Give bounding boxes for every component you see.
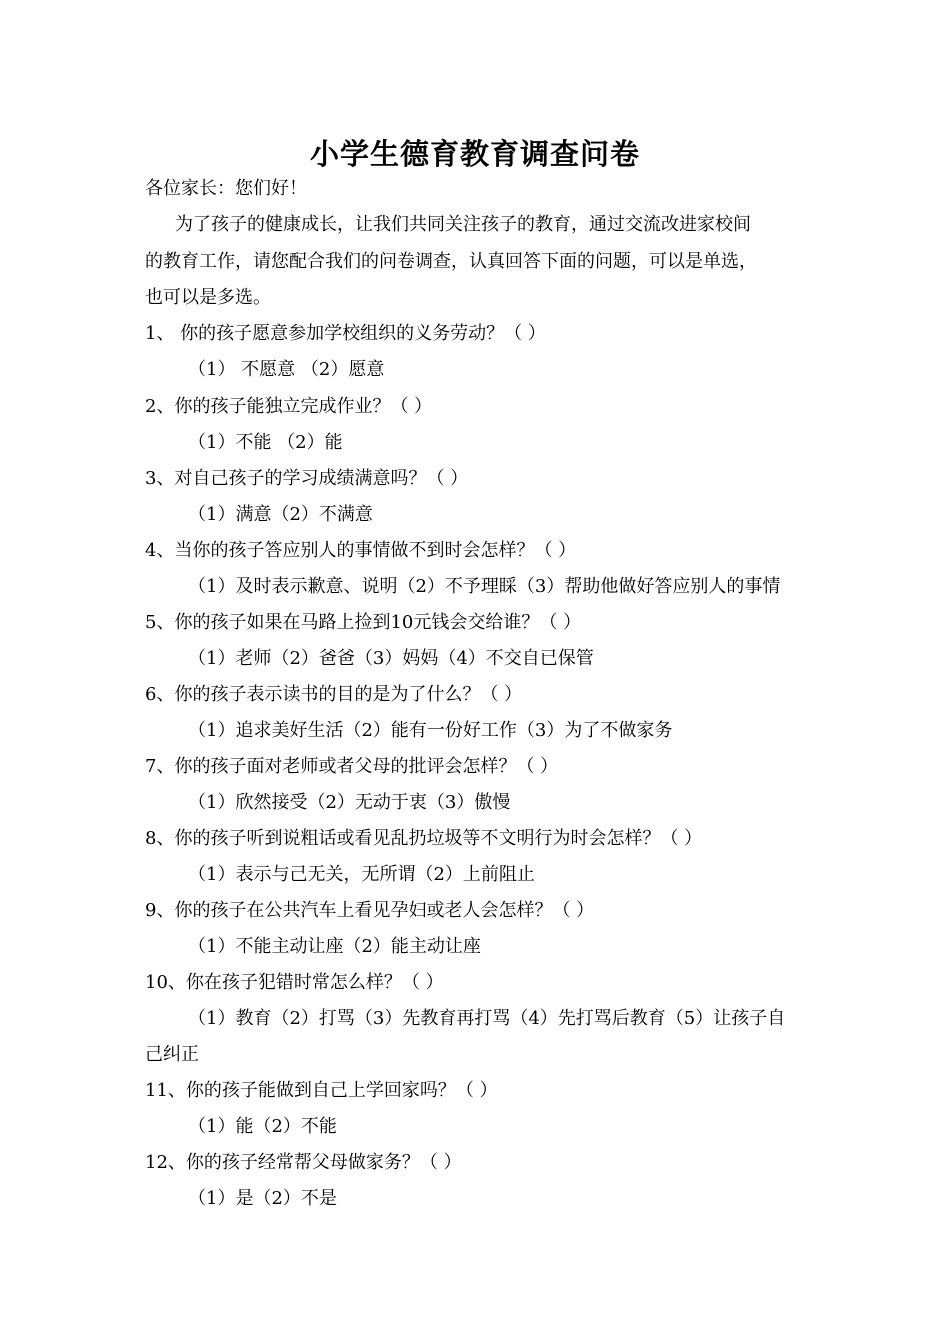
question-2-options: （1）不能 （2）能 [188, 432, 343, 453]
question-11: 11、你的孩子能做到自己上学回家吗？（ ） [145, 1080, 498, 1101]
question-8-options: （1）表示与己无关，无所谓（2）上前阻止 [188, 864, 535, 885]
question-5-options: （1）老师（2）爸爸（3）妈妈（4）不交自已保管 [188, 648, 594, 669]
question-8: 8、你的孩子听到说粗话或看见乱扔垃圾等不文明行为时会怎样？（ ） [145, 828, 703, 849]
intro-line: 也可以是多选。 [145, 287, 271, 308]
question-7-options: （1）欣然接受（2）无动于衷（3）傲慢 [188, 792, 511, 813]
question-3: 3、对自己孩子的学习成绩满意吗？（ ） [145, 468, 469, 489]
question-10-options: （1）教育（2）打骂（3）先教育再打骂（4）先打骂后教育（5）让孩子自 [188, 1008, 786, 1029]
intro-line: 为了孩子的健康成长，让我们共同关注孩子的教育，通过交流改进家校间 [175, 214, 751, 235]
question-6: 6、你的孩子表示读书的目的是为了什么？（ ） [145, 684, 523, 705]
question-7: 7、你的孩子面对老师或者父母的批评会怎样？（ ） [145, 756, 559, 777]
question-1: 1、 你的孩子愿意参加学校组织的义务劳动？（ ） [145, 323, 546, 344]
question-6-options: （1）追求美好生活（2）能有一份好工作（3）为了不做家务 [188, 720, 673, 741]
question-10: 10、你在孩子犯错时常怎么样？（ ） [145, 972, 444, 993]
question-4: 4、当你的孩子答应别人的事情做不到时会怎样？（ ） [145, 540, 577, 561]
question-5: 5、你的孩子如果在马路上捡到10元钱会交给谁？（ ） [145, 612, 582, 633]
question-9-options: （1）不能主动让座（2）能主动让座 [188, 936, 481, 957]
question-2: 2、你的孩子能独立完成作业？（ ） [145, 396, 433, 417]
question-9: 9、你的孩子在公共汽车上看见孕妇或老人会怎样？（ ） [145, 900, 595, 921]
greeting: 各位家长：您们好！ [145, 178, 307, 199]
question-12: 12、你的孩子经常帮父母做家务？（ ） [145, 1152, 462, 1173]
question-3-options: （1）满意（2）不满意 [188, 504, 373, 525]
question-10-options-cont: 己纠正 [145, 1044, 199, 1065]
intro-line: 的教育工作，请您配合我们的问卷调查，认真回答下面的问题，可以是单选， [145, 251, 757, 272]
question-11-options: （1）能（2）不能 [188, 1116, 337, 1137]
question-4-options: （1）及时表示歉意、说明（2）不予理睬（3）帮助他做好答应别人的事情 [188, 576, 781, 597]
question-12-options: （1）是（2）不是 [188, 1188, 337, 1209]
question-1-options: （1） 不愿意 （2）愿意 [188, 359, 385, 380]
page-title: 小学生德育教育调查问卷 [309, 137, 640, 171]
